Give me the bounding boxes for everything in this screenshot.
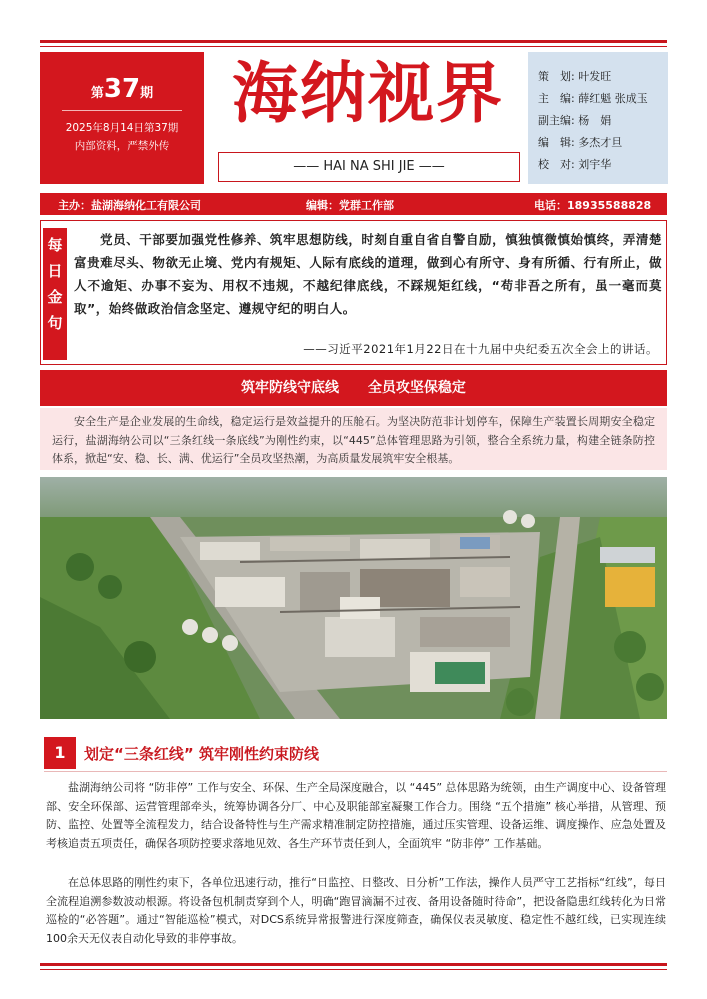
staff-row: 编 辑: 多杰才旦 [538, 136, 623, 149]
sponsor-text: 主办：盐湖海纳化工有限公司 [58, 199, 201, 212]
top-rule-thin [40, 46, 667, 47]
issue-divider [62, 110, 182, 111]
intro-text: 安全生产是企业发展的生命线，稳定运行是效益提升的压舱石。为坚决防范非计划停车，保障生产装置长周期安全稳定运行，盐湖海纳公司以“三条红线一条底线”为刚性约束，以“445”总体管理思路为引领，整合全系统力量，构建全链条防控体系，掀起“安、稳、长、满、优运行”全员攻坚热潮，为高质量发展筑牢安全根基。 [52, 415, 655, 465]
issue-suffix: 期 [140, 86, 154, 101]
section-number: 1 [44, 737, 76, 769]
issue-notice: 内部资料，严禁外传 [74, 140, 170, 152]
staff-box [528, 52, 668, 184]
section-divider [44, 771, 667, 772]
body-paragraph-1: 盐湖海纳公司将 “防非停” 工作与安全、环保、生产全局深度融合，以 “445” 总体思路为统领，由生产调度中心、设备管理部、安全环保部、运营管理部牵头，统筹协调各分厂、中心及职能部室凝聚工作合力。围绕 “五个措施” 核心举措，从管理、预防、监控、处置等全流程发力，结合设备特性与生产需求精准制定防控措施，通过压实管理、设备运维、调度操作、应急处置及考核追责五项责任，确保各项防控要求落地见效、各生产环节责任到人，全面筑牢 “防非停” 工作基础。 [46, 781, 666, 850]
bottom-rule-thin [40, 969, 667, 970]
masthead-pinyin: —— HAI NA SHI JIE —— [218, 152, 520, 182]
headline-banner [40, 370, 667, 406]
section-title: 划定“三条红线” 筑牢刚性约束防线 [84, 745, 319, 763]
top-rule-thick [40, 40, 667, 43]
bottom-rule-thick [40, 963, 667, 966]
staff-row: 副主编: 杨 娟 [538, 114, 612, 127]
aerial-plant-photo [40, 477, 667, 719]
issue-prefix: 第 [90, 86, 104, 101]
aerial-plant-illustration [40, 477, 667, 719]
body-paragraph-2: 在总体思路的刚性约束下，各单位迅速行动，推行“日监控、日整改、日分析”工作法，操作人员严守工艺指标“红线”，每日全流程追溯参数波动根源。将设备包机制责穿到个人，明确“跑冒滴漏不过夜、备用设备随时待命”，把设备隐患红线转化为日常巡检的“必答题”。通过“智能巡检”模式，对DCS系统异常报警进行深度筛查，确保仪表灵敏度、稳定性不越红线，已实现连续100余天无仪表自动化导致的非停事故。 [46, 876, 666, 945]
editor-text: 编辑：党群工作部 [306, 199, 394, 212]
staff-row: 主 编: 薛红魁 张成玉 [538, 92, 648, 105]
staff-row: 校 对: 刘宇华 [538, 158, 612, 171]
issue-number-value: 37 [103, 74, 141, 104]
daily-quote-tag: 每日金句 [43, 228, 67, 360]
banner-right: 全员攻坚保稳定 [367, 380, 466, 396]
daily-quote-text: 党员、干部要加强党性修养、筑牢思想防线，时刻自重自省自警自励，慎独慎微慎始慎终，弄清楚富贵难尽头、物欲无止境、党内有规矩、人际有底线的道理，做到心有所守、身有所循、行有所止，做人不逾矩、办事不妄为、用权不违规，不越纪律底线，不踩规矩红线，“苟非吾之所有，虽一毫而莫取”，始终做政治信念坚定、遵规守纪的明白人。 [74, 232, 662, 316]
phone-text: 电话：18935588828 [534, 199, 652, 212]
masthead-title: 海纳视界 [232, 54, 504, 132]
staff-row: 策 划: 叶发旺 [538, 70, 612, 83]
issue-box [40, 52, 204, 184]
issue-number [40, 74, 204, 104]
intro-box [40, 408, 667, 470]
info-bar [40, 193, 667, 215]
banner-left: 筑牢防线守底线 [241, 380, 340, 396]
issue-date: 2025年8月14日第37期 [65, 122, 179, 134]
daily-quote-source: ——习近平2021年1月22日在十九届中央纪委五次全会上的讲话。 [303, 342, 658, 356]
